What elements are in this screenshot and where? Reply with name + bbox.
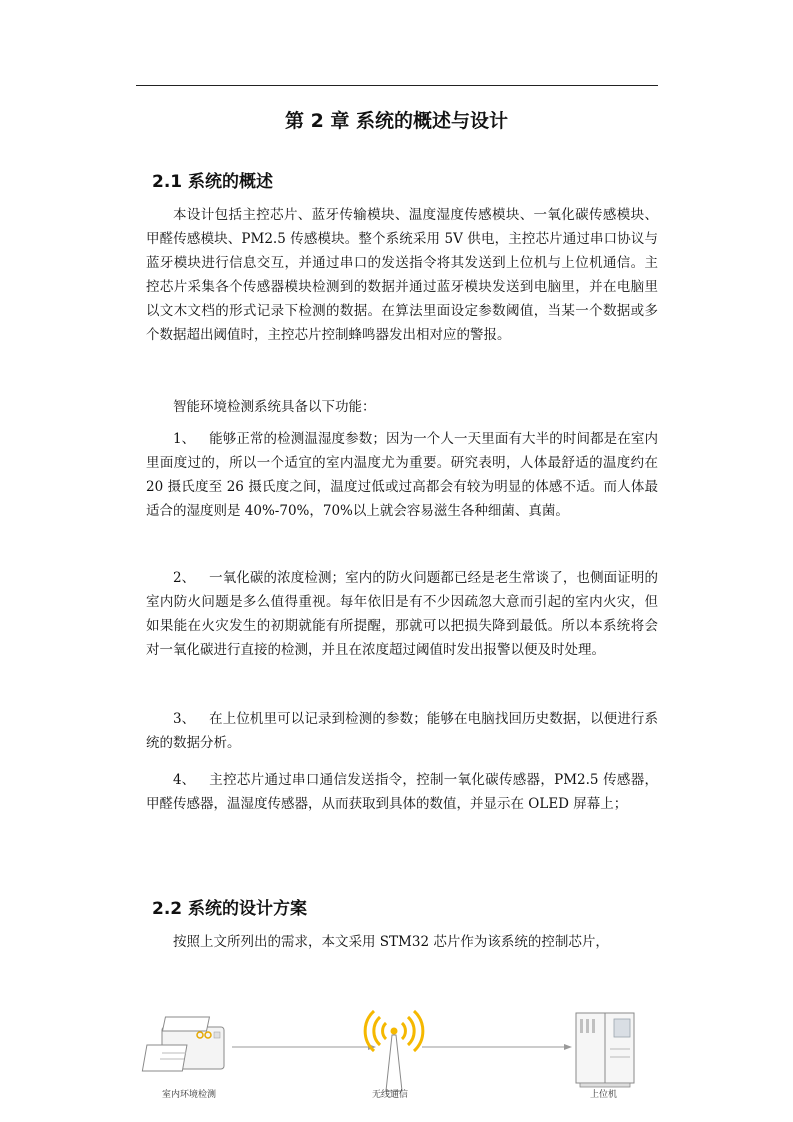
paragraph-design-plan: 按照上文所列出的需求，本文采用 STM32 芯片作为该系统的控制芯片，: [173, 934, 609, 950]
list-item-text: 一氧化碳的浓度检测；室内的防火问题都已经是老生常谈了，也侧面证明的室内防火问题是多么值得重视。每年依旧是有不少因疏忽大意而引起的室内火灾，但如果能在火灾发生的初期就能有所提醒，那就可以把损失降到最低。所以本系统将会对一氧化碳进行直接的检测，并且在浓度超过阈值时发出报警以便及时处理。: [146, 570, 658, 658]
computer-host-icon: [576, 1013, 634, 1087]
header-rule: [136, 85, 658, 86]
list-item: [146, 566, 658, 662]
list-item-text: 在上位机里可以记录到检测的参数；能够在电脑找回历史数据，以便进行系统的数据分析。: [146, 711, 658, 751]
diagram-label-wireless: 无线通信: [372, 1090, 409, 1100]
chapter-title: 第 2 章 系统的概述与设计: [284, 110, 509, 132]
paragraph-function-intro: 智能环境检测系统具备以下功能：: [173, 399, 376, 415]
list-item-number: 2、: [173, 570, 196, 586]
list-item: [146, 427, 658, 523]
list-item-text: 能够正常的检测温湿度参数；因为一个人一天里面有大半的时间都是在室内里面度过的，所以一个适宜的室内温度尤为重要。研究表明，人体最舒适的温度约在 20 摄氏度至 26 摄氏度之间，温度过低或过高都会有较为明显的体感不适。而人体最适合的湿度则是 40%-70%，70%以上就会容易滋生各种细菌、真菌。: [146, 431, 658, 519]
section-heading-2-1: 2.1 系统的概述: [152, 172, 274, 192]
system-diagram: [140, 1005, 660, 1115]
diagram-label-environment: 室内环境检测: [162, 1090, 217, 1100]
section-heading-2-2: 2.2 系统的设计方案: [152, 899, 308, 919]
arrow-wireless-to-host: [564, 1044, 572, 1050]
list-item-number: 4、: [173, 772, 196, 788]
list-item-text: 主控芯片通过串口通信发送指令，控制一氧化碳传感器，PM2.5 传感器，甲醛传感器，温湿度传感器，从而获取到具体的数值，并显示在 OLED 屏幕上；: [146, 772, 658, 812]
list-item-number: 1、: [173, 431, 196, 447]
list-item: [146, 768, 658, 816]
environment-device-icon: [142, 1017, 224, 1071]
diagram-label-host: 上位机: [590, 1090, 618, 1100]
connection-lines: [232, 1044, 572, 1050]
wireless-antenna-icon: [365, 1011, 423, 1091]
list-item-number: 3、: [173, 711, 196, 727]
paragraph-overview: 本设计包括主控芯片、蓝牙传输模块、温度湿度传感模块、一氧化碳传感模块、甲醛传感模块、PM2.5 传感模块。整个系统采用 5V 供电，主控芯片通过串口协议与蓝牙模块进行信息交互，并通过串口的发送指令将其发送到上位机与上位机通信。主控芯片采集各个传感器模块检测到的数据并通过蓝牙模块发送到电脑里，并在电脑里以文木文档的形式记录下检测的数据。在算法里面设定参数阈值，当某一个数据或多个数据超出阈值时，主控芯片控制蜂鸣器发出相对应的警报。: [146, 207, 658, 343]
list-item: [146, 707, 658, 755]
